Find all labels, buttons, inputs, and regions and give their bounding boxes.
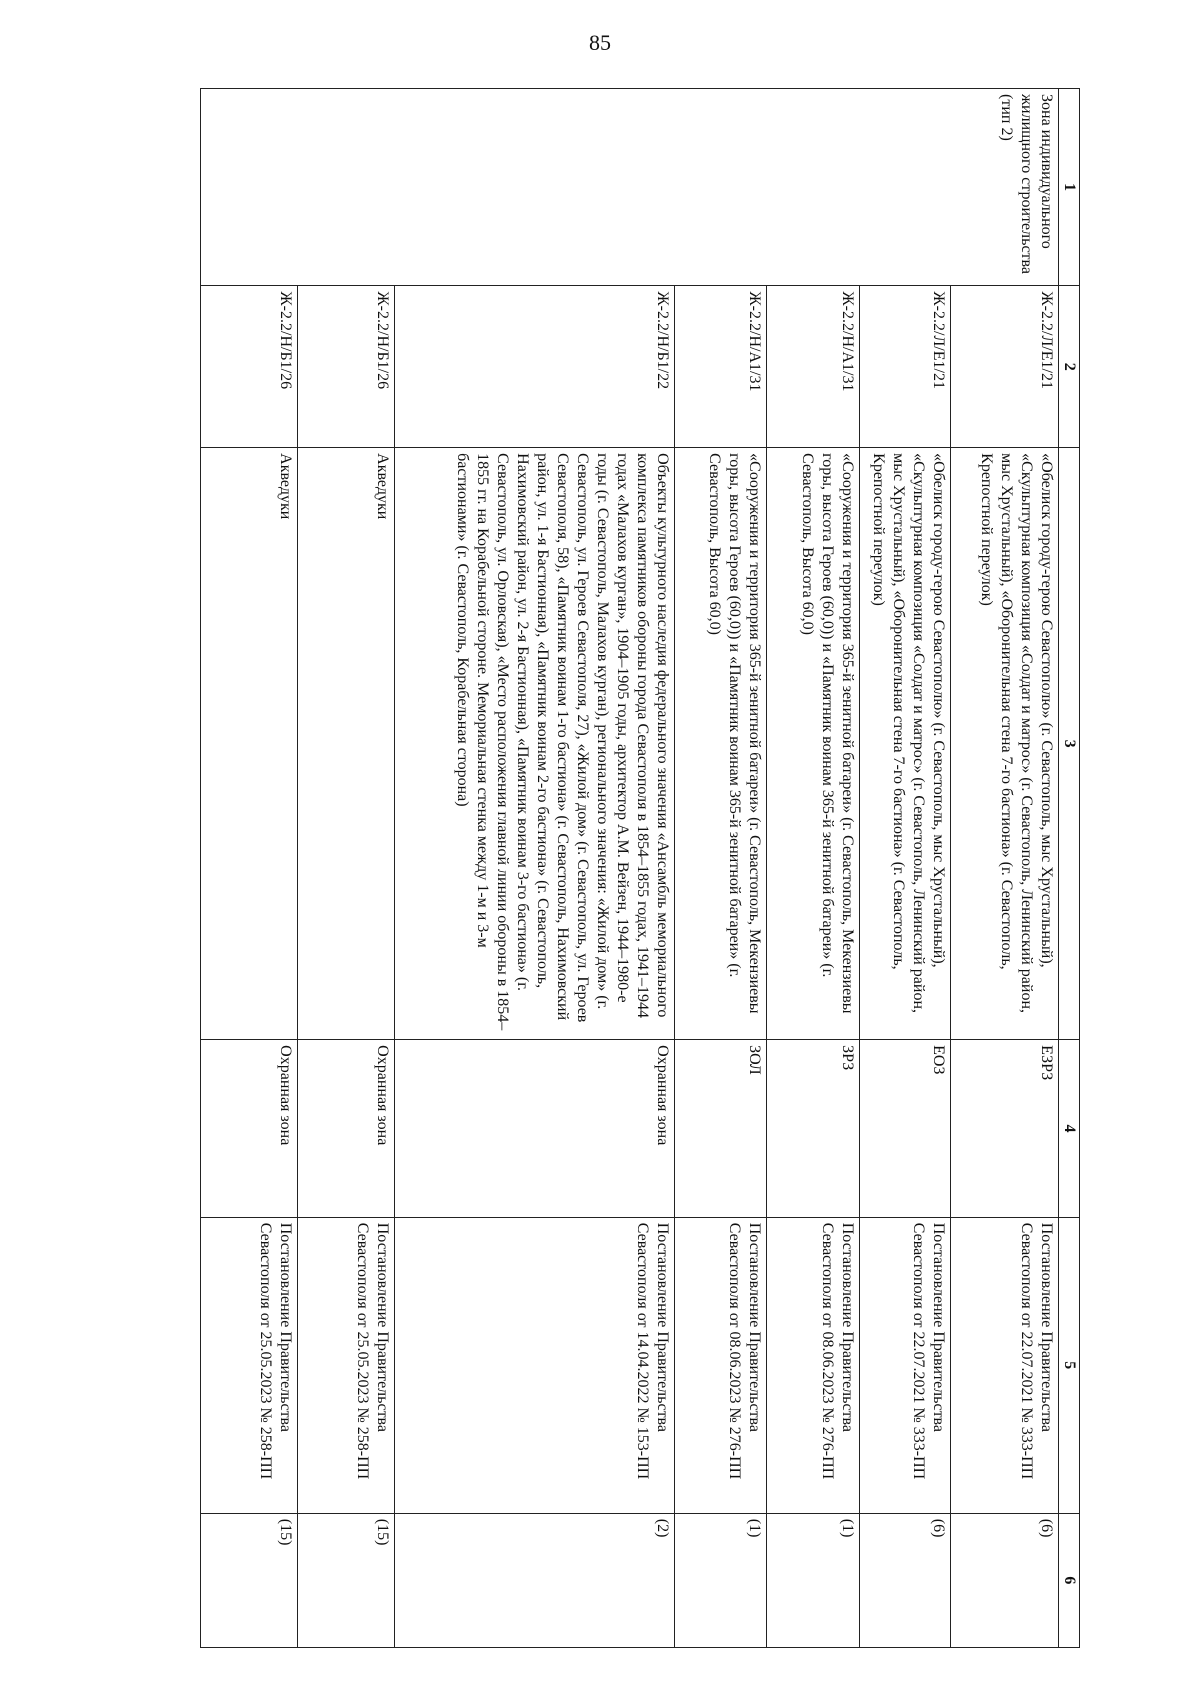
zone-empty-cell [297,89,394,286]
table-row [674,89,767,1648]
code-cell: Ж-2.2/Л/Е1/21 [951,286,1059,448]
code-cell: Ж-2.2/Н/Б1/26 [297,286,394,448]
zone-type-cell: ЗРЗ [767,1040,860,1218]
document-cell: Постановление Правительства Севастополя от 25.05.2023 № 258-ПП [297,1217,394,1513]
note-cell: (2) [394,1513,674,1647]
col-header-2: 2 [1059,286,1080,448]
rotated-table-container [200,88,1080,1648]
zone-empty-cell [767,89,860,286]
code-cell: Ж-2.2/Л/Е1/21 [859,286,951,448]
document-cell: Постановление Правительства Севастополя от 14.04.2022 № 153-ПП [394,1217,674,1513]
table-row [201,89,298,1648]
table-row [767,89,860,1648]
col-header-1: 1 [1059,89,1080,286]
col-header-5: 5 [1059,1217,1080,1513]
object-cell: «Обелиск городу-герою Севастополю» (г. Севастополь, мыс Хрустальный), «Скульптурная композиция «Солдат и матрос» (г. Севастополь, Ленинский район, мыс Хрустальный), «Оборонительная стена 7-го бастиона» (г. Севастополь, Крепостной переулок) [951,448,1059,1040]
col-header-4: 4 [1059,1040,1080,1218]
document-cell: Постановление Правительства Севастополя от 22.07.2021 № 333-ПП [859,1217,951,1513]
zone-type-cell: ЕЗРЗ [951,1040,1059,1218]
object-cell: Акведуки [201,448,298,1040]
code-cell: Ж-2.2/Н/Б1/26 [201,286,298,448]
object-cell: «Обелиск городу-герою Севастополю» (г. Севастополь, мыс Хрустальный), «Скульптурная композиция «Солдат и матрос» (г. Севастополь, Ленинский район, мыс Хрустальный), «Оборонительная стена 7-го бастиона» (г. Севастополь, Крепостной переулок) [859,448,951,1040]
note-cell: (6) [859,1513,951,1647]
zone-empty-cell [674,89,767,286]
object-cell: «Сооружения и территория 365-й зенитной батареи» (г. Севастополь, Мекензиевы горы, высота Героев (60,0)) и «Памятник воинам 365-й зенитной батареи» (г. Севастополь, Высота 60,0) [767,448,860,1040]
object-cell: Акведуки [297,448,394,1040]
note-cell: (1) [674,1513,767,1647]
page-number: 85 [589,30,611,55]
zone-type-cell: Охранная зона [394,1040,674,1218]
col-header-3: 3 [1059,448,1080,1040]
document-cell: Постановление Правительства Севастополя от 25.05.2023 № 258-ПП [201,1217,298,1513]
zone-empty-cell [859,89,951,286]
zone-type-cell: Охранная зона [297,1040,394,1218]
col-header-6: 6 [1059,1513,1080,1647]
note-cell: (15) [297,1513,394,1647]
zone-empty-cell [201,89,298,286]
note-cell: (1) [767,1513,860,1647]
table-row [297,89,394,1648]
zone-name-cell: Зона индивидуального жилищного строительства (тип 2) [951,89,1059,286]
document-cell: Постановление Правительства Севастополя от 08.06.2023 № 276-ПП [674,1217,767,1513]
note-cell: (15) [201,1513,298,1647]
zone-empty-cell [394,89,674,286]
table-row [951,89,1059,1648]
code-cell: Ж-2.2/Н/А1/31 [674,286,767,448]
header-row [1059,89,1080,1648]
zone-type-cell: ЕОЗ [859,1040,951,1218]
code-cell: Ж-2.2/Н/А1/31 [767,286,860,448]
note-cell: (6) [951,1513,1059,1647]
object-cell: Объекты культурного наследия федерального значения «Ансамбль мемориального комплекса памятников обороны города Севастополя в 1854–1855 годах, 1941–1944 годах «Малахов курган», 1904–1905 годы, архитектор А.М. Вейзен, 1944–1980-е годы (г. Севастополь, Малахов курган), регионального значения: «Жилой дом» (г. Севастополь, ул. Героев Севастополя, 27), «Жилой дом» (г. Севастополь, ул. Героев Севастополя, 58), «Памятник воинам 1-го бастиона» (г. Севастополь, Нахимовский район, ул. 1-я Бастионная), «Памятник воинам 2-го бастиона» (г. Севастополь, Нахимовский район, ул. 2-я Бастионная), «Памятник воинам 3-го бастиона» (г. Севастополь, ул. Орловская), «Место расположения главной линии обороны в 1854–1855 гг. на Корабельной стороне. Мемориальная стенка между 1-м и 3-м бастионами» (г. Севастополь, Корабельная сторона) [394,448,674,1040]
zone-type-cell: Охранная зона [201,1040,298,1218]
code-cell: Ж-2.2/Н/Б1/22 [394,286,674,448]
object-cell: «Сооружения и территория 365-й зенитной батареи» (г. Севастополь, Мекензиевы горы, высота Героев (60,0)) и «Памятник воинам 365-й зенитной батареи» (г. Севастополь, Высота 60,0) [674,448,767,1040]
document-cell: Постановление Правительства Севастополя от 22.07.2021 № 333-ПП [951,1217,1059,1513]
table-row [859,89,951,1648]
zone-type-cell: ЗОЛ [674,1040,767,1218]
zones-table [200,88,1080,1648]
document-cell: Постановление Правительства Севастополя от 08.06.2023 № 276-ПП [767,1217,860,1513]
table-row [394,89,674,1648]
